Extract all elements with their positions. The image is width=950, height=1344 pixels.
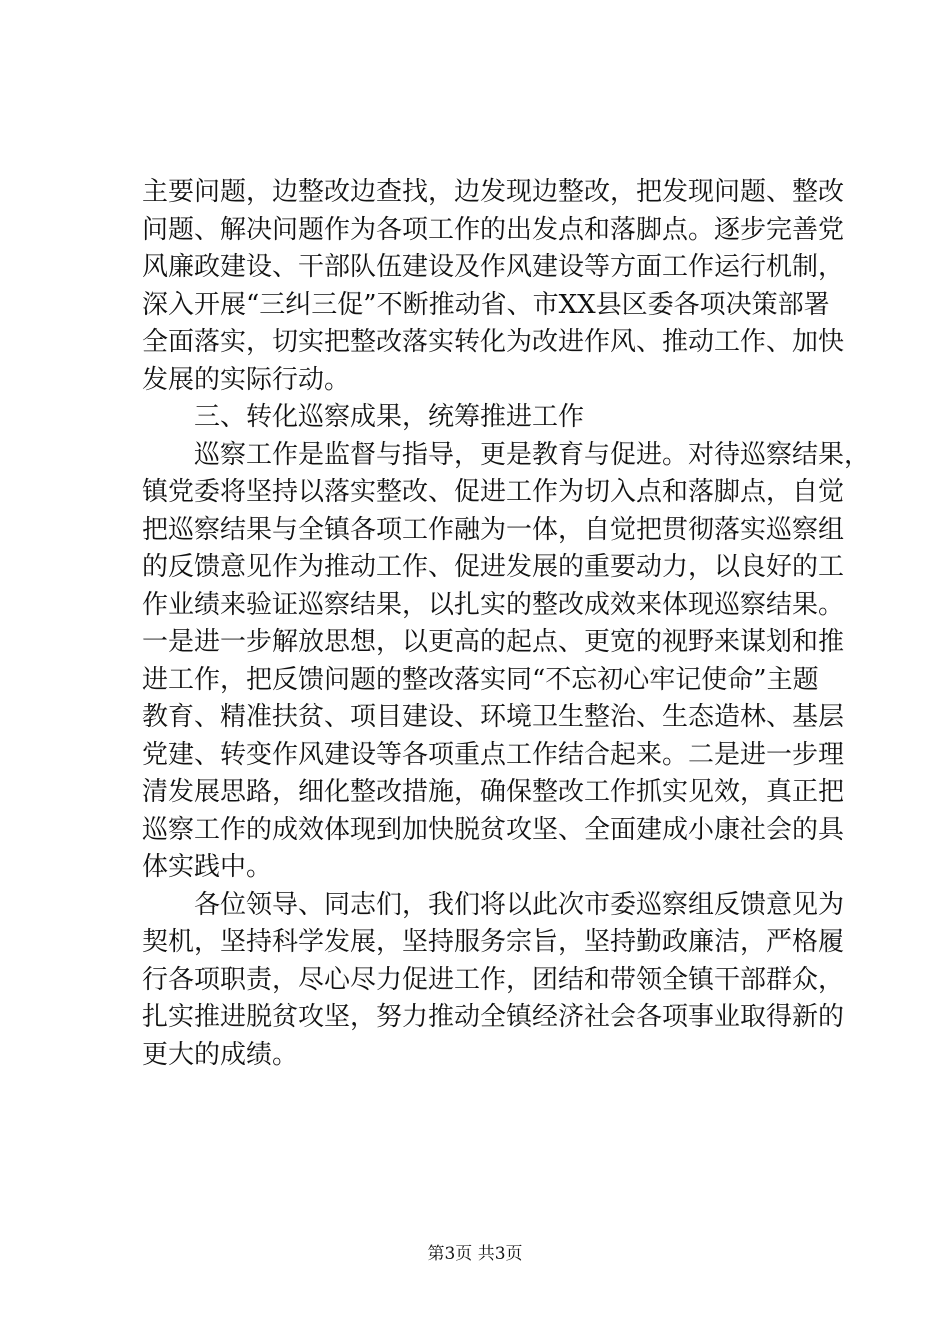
text-line: 全面落实，切实把整改落实转化为改进作风、推动工作、加快: [142, 327, 845, 357]
text-line: 风廉政建设、干部队伍建设及作风建设等方面工作运行机制，: [142, 252, 845, 282]
text-line: 党建、转变作风建设等各项重点工作结合起来。二是进一步理: [142, 739, 845, 770]
text-line: 进工作，把反馈问题的整改落实同“不忘初心牢记使命”主题: [142, 664, 819, 695]
text-line: 深入开展“三纠三促”不断推动省、市XX县区委各项决策部署: [142, 289, 830, 320]
text-line: 作业绩来验证巡察结果，以扎实的整改成效来体现巡察结果。: [142, 589, 845, 620]
document-body: [142, 174, 871, 1074]
section-heading: 三、转化巡察成果，统筹推进工作: [142, 402, 585, 432]
text-line: 行各项职责，尽心尽力促进工作，团结和带领全镇干部群众，: [142, 964, 845, 995]
text-line: 镇党委将坚持以落实整改、促进工作为切入点和落脚点，自觉: [142, 477, 845, 507]
text-line: 发展的实际行动。: [142, 364, 351, 395]
text-line: 主要问题，边整改边查找，边发现边整改，把发现问题、整改: [142, 177, 845, 207]
page-number-footer: 第3页 共3页: [427, 1244, 523, 1264]
text-line: 教育、精准扶贫、项目建设、环境卫生整治、生态造林、基层: [142, 702, 845, 732]
text-line: 清发展思路，细化整改措施，确保整改工作抓实见效，真正把: [142, 777, 845, 807]
text-line: 扎实推进脱贫攻坚，努力推动全镇经济社会各项事业取得新的: [142, 1002, 845, 1032]
text-line: 巡察工作的成效体现到加快脱贫攻坚、全面建成小康社会的具: [142, 814, 845, 845]
text-line: 巡察工作是监督与指导，更是教育与促进。对待巡察结果，: [142, 439, 871, 470]
text-line: 契机，坚持科学发展，坚持服务宗旨，坚持勤政廉洁，严格履: [142, 927, 845, 957]
text-line: 一是进一步解放思想，以更高的起点、更宽的视野来谋划和推: [142, 627, 845, 657]
text-line: 把巡察结果与全镇各项工作融为一体，自觉把贯彻落实巡察组: [142, 514, 845, 545]
text-line: 体实践中。: [142, 852, 273, 882]
text-line: 的反馈意见作为推动工作、促进发展的重要动力，以良好的工: [142, 552, 845, 582]
text-line: 各位领导、同志们，我们将以此次市委巡察组反馈意见为: [142, 889, 845, 920]
text-line: 问题、解决问题作为各项工作的出发点和落脚点。逐步完善党: [142, 214, 845, 245]
text-line: 更大的成绩。: [142, 1039, 299, 1070]
